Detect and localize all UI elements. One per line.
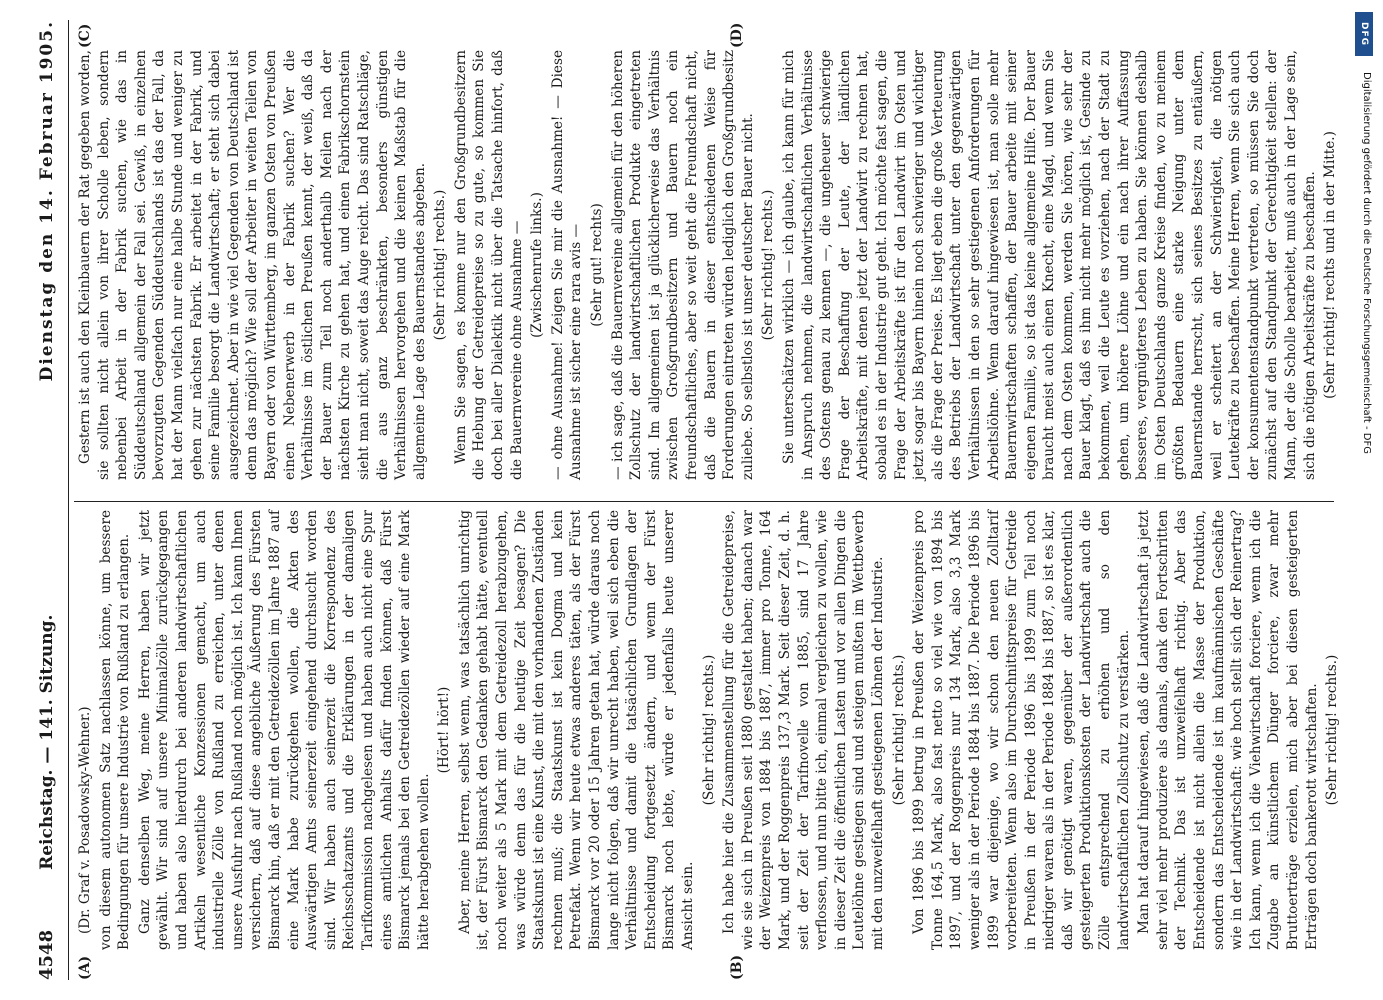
credit-text: Digitalisierung gefördert durch die Deutsche Forschungsgemeinschaft - DFG bbox=[1361, 72, 1372, 455]
dfg-logo-text: DFG bbox=[1359, 21, 1370, 47]
interjection: (Sehr richtig! rechts.) bbox=[700, 654, 717, 806]
paragraph: Sie unterschätzen wirklich — ich glaube, ich kann für mich in Anspruch nehmen, die landwirtschaftlichen Verhältnisse des Ostens genau zu kennen —, die ungeheuer schwierige Frage der Beschaffung der Leute, der ländlichen Arbeitskräfte, mit denen jetzt der Landwirt zu rechnen hat, sobald es in der Industrie gut geht. Ich möchte fast sagen, die Frage der Arbeitskräfte ist für den Landwirt im Osten und jetzt sogar bis Bayern hinein noch schwieriger und wichtiger als die Frage der Preise. Es liegt eben die große Verteuerung des Betriebs der Landwirtschaft unter den gegenwärtigen Verhältnissen in den so sehr gestiegenen Anforderungen für Arbeitslöhne. Wenn darauf hingewiesen ist, man solle mehr Bauernwirtschaften schaffen, der Bauer arbeite mit seiner eigenen Familie, so ist das keine allgemeine Hilfe. Der Bauer braucht meist auch einen Knecht, eine Magd, und wenn Sie nach dem Osten kommen, werden Sie hören, wie sehr der Bauer klagt, daß es ihm nicht mehr möglich ist, Gesinde zu bekommen, weil die Leute es vorziehen, nach der Stadt zu gehen, um höhere Löhne und ein nach ihrer Auffassung besseres, vergnügteres Leben zu haben. Sie können deshalb im Osten Deutschlands ganze Kreise finden, wo zu meinem größten Bedauern eine starke Neigung unter dem Bauernstande herrscht, sich seines Besitzes zu entäußern, weil er scheitert an der Schwierigkeit, die nötigen Leutekräfte zu beschaffen. Meine Herren, wenn Sie sich auch der konsumentenstandpunkt vertreten, so müssen Sie doch zunächst auf den Standpunkt der Gerechtigkeit stellen: der Mann, der die Scholle bearbeitet, muß auch in der Lage sein, sich die nötigen Arbeitskräfte zu beschaffen. bbox=[780, 50, 1318, 480]
page-header bbox=[38, 20, 64, 980]
paragraph: Man hat darauf hingewiesen, daß die Landwirtschaft ja jetzt sehr viel mehr produziere als damals, dank den Fortschritten der Technik. Das ist unzweifelhaft richtig. Aber das Entscheidende ist nicht allein die Masse der Produktion, sondern das Entscheidende ist im kaufmännischen Geschäfte wie in der Landwirtschaft: wie hoch stellt sich der Reinertrag? Ich kann, wenn ich die Viehwirtschaft forciere, wenn ich die Zugabe an künstlichem Dünger forciere, zwar mehr Bruttoerträge erzielen, mich aber bei diesen gesteigerten Erträgen doch bankerott wirtschaften. bbox=[1136, 510, 1320, 950]
interjection: (Sehr gut! rechts) bbox=[589, 203, 606, 327]
session-date: Dienstag den 14. Februar 1905. bbox=[37, 20, 57, 382]
paragraph: Ich habe hier die Zusammenstellung für die Getreidepreise, wie sie sich in Preußen seit 1880 gestaltet haben; danach war der Weizenpreis von 1884 bis 1887, immer pro Tonne, 164 Mark, und der Roggenpreis 137,3 Mark. Seit dieser Zeit, d. h. seit der Zeit der Tarifnovelle von 1885, sind 17 Jahre verflossen, und nun bitte ich, einmal vergleichen zu wollen, wie in dieser Zeit die öffentlichen Lasten und vor allen Dingen die Leutelöhne gestiegen sind und steigen mußten im Wettbewerb mit den unzweifelhaft gestiegenen Löhnen der Industrie. bbox=[721, 510, 886, 950]
paragraph: Wenn Sie sagen, es komme nur den Großgrundbesitzern die Hebung der Getreidepreise so zu gute, so kommen Sie doch bei aller Dialektik nicht über die Tatsache hinfort, daß die Bauernvereine ohne Ausnahme — bbox=[452, 50, 525, 480]
document-page bbox=[38, 20, 1358, 980]
paragraph: Ganz denselben Weg, meine Herren, haben wir jetzt gewählt. Wir sind auf unsere Minimalzölle zurückgegangen und haben also hierdurch bei anderen landwirtschaftlichen Artikeln wesentliche Konzessionen gemacht, um auch industrielle Zölle von Rußland zu erreichen, unter denen unsere Ausfuhr nach Rußland noch möglich ist. Ich kann Ihnen versichern, daß auf diese angebliche Äußerung des Fürsten Bismarck hin, daß er mit den Getreidezöllen im Jahre 1887 auf eine Mark habe zurückgehen wollen, die Akten des Auswärtigen Amts seinerzeit eingehend durchsucht worden sind. Wir haben auch seinerzeit die Korrespondenz des Reichsschatzamts und die Erklärungen in der damaligen Tarifkommission nachgelesen und haben auch nicht eine Spur eines amtlichen Anhalts dafür finden können, daß Fürst Bismarck jemals bei den Getreidezöllen wieder auf eine Mark hätte herabgehen wollen. bbox=[136, 510, 432, 950]
interjection: (Hört! hört!) bbox=[436, 686, 453, 774]
paragraph: Aber, meine Herren, selbst wenn, was tatsächlich unrichtig ist, der Fürst Bismarck den Gedanken gehabt hätte, eventuell noch weiter als 5 Mark mit dem Getreidezoll herabzugehen, was würde denn das für die heutige Zeit besagen? Die Staatskunst ist eine Kunst, die mit den vorhandenen Zuständen rechnen muß; die Staatskunst ist kein Dogma und kein Petrefakt. Wenn wir heute etwas anderes täten, als der Fürst Bismarck vor 20 oder 15 Jahren getan hat, würde daraus noch lange nicht folgen, daß wir unrecht haben, weil sich eben die Verhältnisse und damit die tatsächlichen Grundlagen der Entscheidung fortgesetzt ändern, und wenn der Fürst Bismarck noch lebte, würde er jedenfalls heute unserer Ansicht sein. bbox=[456, 510, 696, 950]
paragraph: — ohne Ausnahme! Zeigen Sie mir die Ausnahme! — Diese Ausnahme ist sicher eine rara avis — bbox=[549, 50, 585, 480]
interjection: (Zwischenrufe links.) bbox=[529, 192, 546, 338]
right-column bbox=[76, 50, 1342, 480]
interjection: (Sehr richtig! rechts.) bbox=[432, 189, 449, 341]
session-title: Reichstag. — 141. Sitzung. bbox=[37, 614, 57, 870]
speaker-name: (Dr. Graf v. Posadowsky-Wehner.) bbox=[77, 706, 93, 934]
page-number: 4548 bbox=[36, 929, 57, 980]
interjection: (Sehr richtig! rechts.) bbox=[890, 654, 907, 806]
paragraph: Von 1896 bis 1899 betrug in Preußen der Weizenpreis pro Tonne 164,5 Mark, also fast netto so viel wie von 1894 bis 1897, und der Roggenpreis nur 134 Mark, also 3,3 Mark weniger als in der Periode 1884 bis 1887. Die Periode 1896 bis 1899 war diejenige, wo wir schon den neuen Zolltarif vorbereiteten. Wenn also im Durchschnittspreise für Getreide in Preußen in der Periode 1896 bis 1899 zum Teil noch niedriger waren als in der Periode 1884 bis 1887, so ist es klar, daß wir genötigt waren, gegenüber der außerordentlich gesteigerten Produktionskosten der Landwirtschaft auch die Zölle entsprechend zu erhöhen und so den landwirtschaftlichen Zollschutz zu verstärken. bbox=[911, 510, 1132, 950]
margin-mark-d: (D) bbox=[729, 22, 745, 48]
interjection: (Sehr richtig! rechts.) bbox=[1324, 654, 1341, 806]
margin-mark-c: (C) bbox=[77, 23, 93, 48]
paragraph: Gestern ist auch den Kleinbauern der Rat gegeben worden, sie sollten nicht allein von ihrer Scholle leben, sondern nebenbei Arbeit in der Fabrik suchen, wie das in Süddeutschland allgemein der Fall sei. Gewiß, in einzelnen bevorzugten Gegenden Süddeutschlands ist das der Fall, da hat der Mann vielfach nur eine halbe Stunde und weniger zu gehen zur nächsten Fabrik. Er arbeitet in der Fabrik, und seine Familie besorgt die Landwirtschaft; er steht sich dabei ausgezeichnet. Aber in wie viel Gegenden von Deutschland ist denn das möglich? Wie soll der Arbeiter in weiten Teilen von Bayern oder von Württemberg, im ganzen Osten von Preußen einen Nebenerwerb in der Fabrik suchen? Wer die Verhältnisse im östlichen Preußen kennt, der weiß, daß da der Bauer zum Teil noch anderthalb Meilen nach der nächsten Kirche zu gehen hat, und einen Fabrikschornstein sieht man nicht, soweit das Auge reicht. Das sind Ratschläge, die aus ganz beschränkten, besonders günstigen Verhältnissen hervorgehen und die keinen Maßstab für die allgemeine Lage des Bauernstandes abgeben. bbox=[77, 50, 428, 480]
interjection: (Sehr richtig! rechts.) bbox=[760, 189, 777, 341]
column-divider bbox=[74, 501, 1334, 502]
digitization-credit bbox=[1352, 12, 1374, 982]
paragraph: — ich sage, daß die Bauernvereine allgemein für den höheren Zollschutz der landwirtschaftlichen Produkte eingetreten sind. Im allgemeinen ist ja glücklicherweise das Verhältnis zwischen Großgrundbesitzern und Bauern noch ein freundschaftliches, aber so weit geht die Freundschaft nicht, daß die Bauern in dieser entschiedenen Weise für Forderungen eintreten würden lediglich den Großgrundbesitz zuliebe. So selbstlos ist unser deutscher Bauer nicht. bbox=[609, 50, 756, 480]
paragraph: von diesem autonomen Satz nachlassen könne, um bessere Bedingungen für unsere Industrie von Rußland zu erlangen. bbox=[97, 510, 133, 950]
margin-mark-a: (A) bbox=[77, 955, 93, 980]
left-column bbox=[76, 510, 1344, 950]
header-rule bbox=[68, 20, 69, 980]
margin-mark-b: (B) bbox=[729, 954, 745, 980]
interjection: (Sehr richtig! rechts und in der Mitte.) bbox=[1322, 131, 1339, 399]
